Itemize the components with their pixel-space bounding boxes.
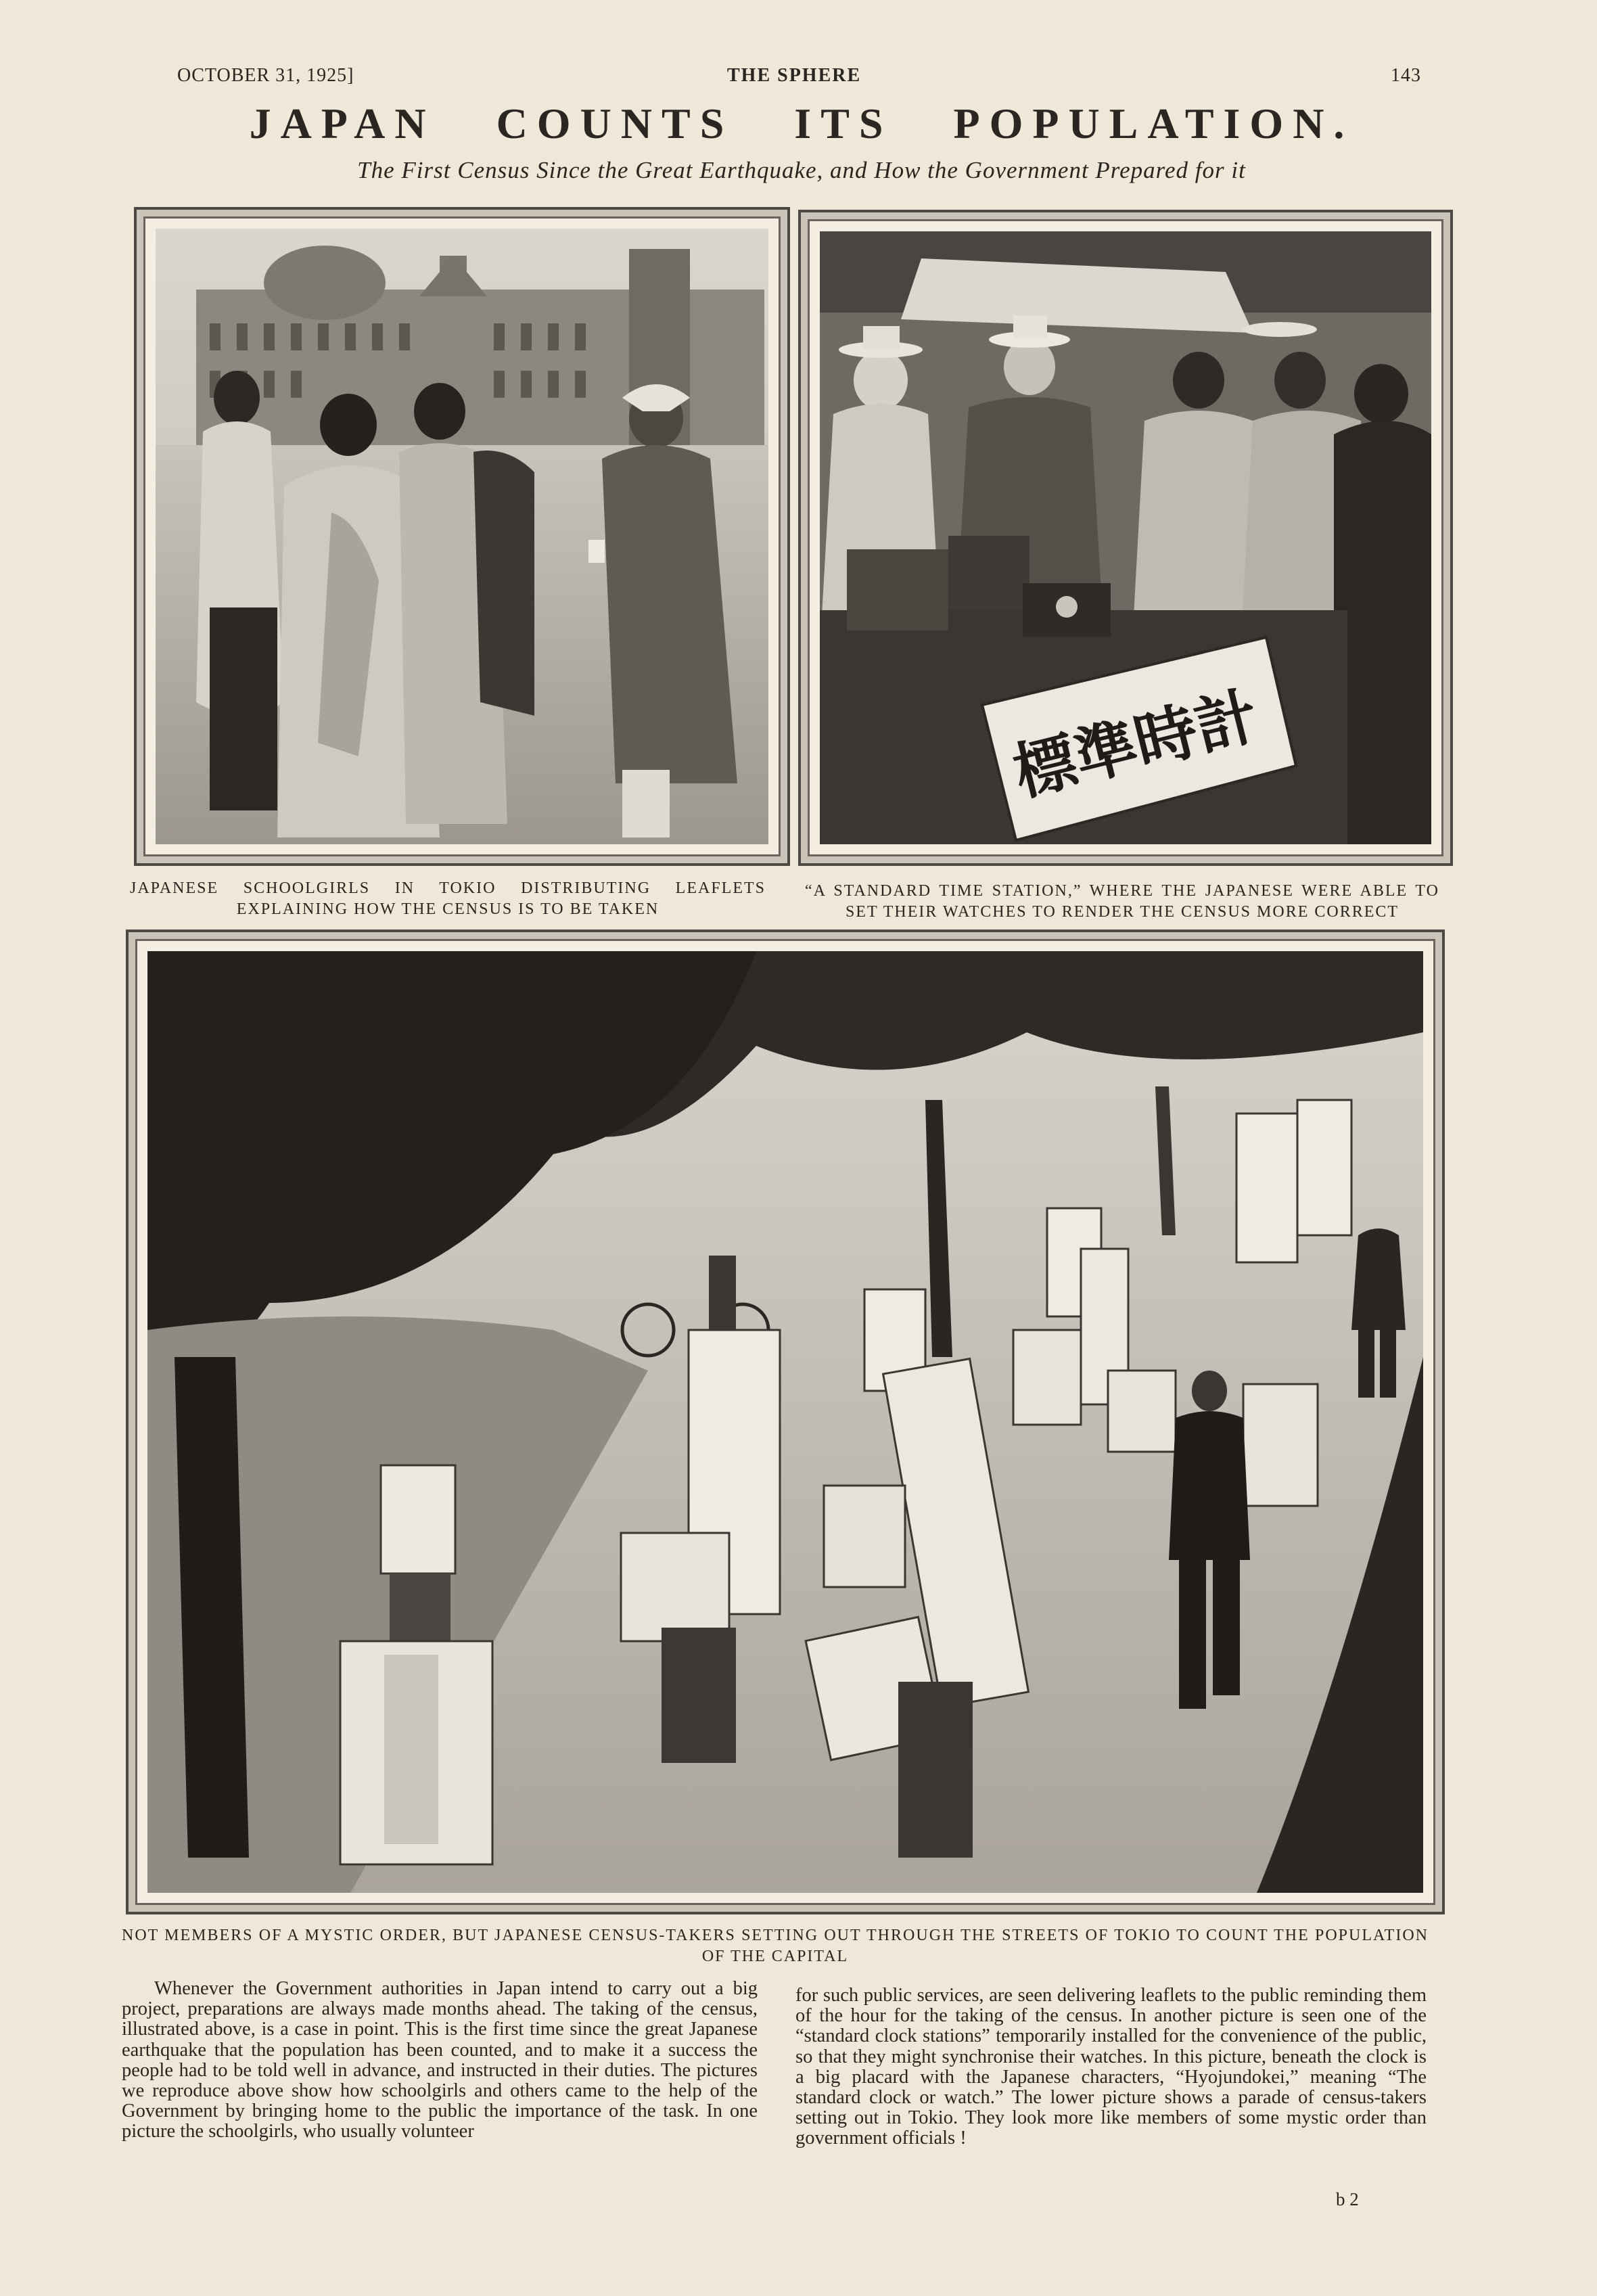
article-column-2 bbox=[795, 1985, 1427, 2149]
article-column-1 bbox=[122, 1979, 758, 2142]
photo-frame-schoolgirls bbox=[134, 207, 790, 866]
page-subtitle: The First Census Since the Great Earthquake, and How the Government Prepared for it bbox=[357, 157, 1246, 183]
caption-schoolgirls: JAPANESE SCHOOLGIRLS IN TOKIO DISTRIBUTING LEAFLETS EXPLAINING HOW THE CENSUS IS TO BE TAKEN bbox=[130, 879, 766, 918]
photo-parade bbox=[147, 951, 1423, 1893]
caption-time-station: “A STANDARD TIME STATION,” WHERE THE JAPANESE WERE ABLE TO SET THEIR WATCHES TO RENDER THE CENSUS MORE CORRECT bbox=[805, 882, 1439, 921]
photo-schoolgirls bbox=[156, 229, 768, 844]
issue-date: OCTOBER 31, 1925] bbox=[177, 65, 354, 86]
magazine-name: THE SPHERE bbox=[727, 65, 862, 86]
folio-mark: b 2 bbox=[1336, 2189, 1359, 2209]
page-title: JAPAN COUNTS ITS POPULATION. bbox=[249, 99, 1354, 147]
caption-parade: NOT MEMBERS OF A MYSTIC ORDER, BUT JAPANESE CENSUS-TAKERS SETTING OUT THROUGH THE STREETS OF TOKIO TO COUNT THE POPULATION OF THE CAPITAL bbox=[122, 1927, 1429, 1965]
photo-frame-time-station bbox=[798, 210, 1453, 866]
photo-frame-parade bbox=[126, 929, 1445, 1914]
page-number: 143 bbox=[1391, 65, 1421, 86]
article-paragraph-2: for such public services, are seen delivering leaflets to the public reminding them of the hour for the taking of the census. In another picture is seen one of the “standard clock stations” temporarily installed for the convenience of the public, so that they might synchronise their watches. In this picture, beneath the clock is a big placard with the Japanese characters, “Hyojundokei,” meaning “The standard clock or watch.” The lower picture shows a parade of census-takers setting out in Tokio. They look more like members of some mystic order than government officials ! bbox=[795, 1985, 1427, 2149]
article-paragraph-1: Whenever the Government authorities in Japan intend to carry out a big project, preparations are always made months ahead. The taking of the census, illustrated above, is a case in point. This is the first time since the great Japanese earthquake that the population has been counted, and to make it a success the people had to be told well in advance, and instructed in their duties. The pictures we reproduce above show how schoolgirls and others came to the help of the Government by bringing home to the public the importance of the task. In one picture the schoolgirls, who usually volunteer bbox=[122, 1978, 758, 2142]
photo-time-station bbox=[820, 231, 1431, 844]
placard-text: 標準時計 bbox=[1006, 679, 1266, 810]
